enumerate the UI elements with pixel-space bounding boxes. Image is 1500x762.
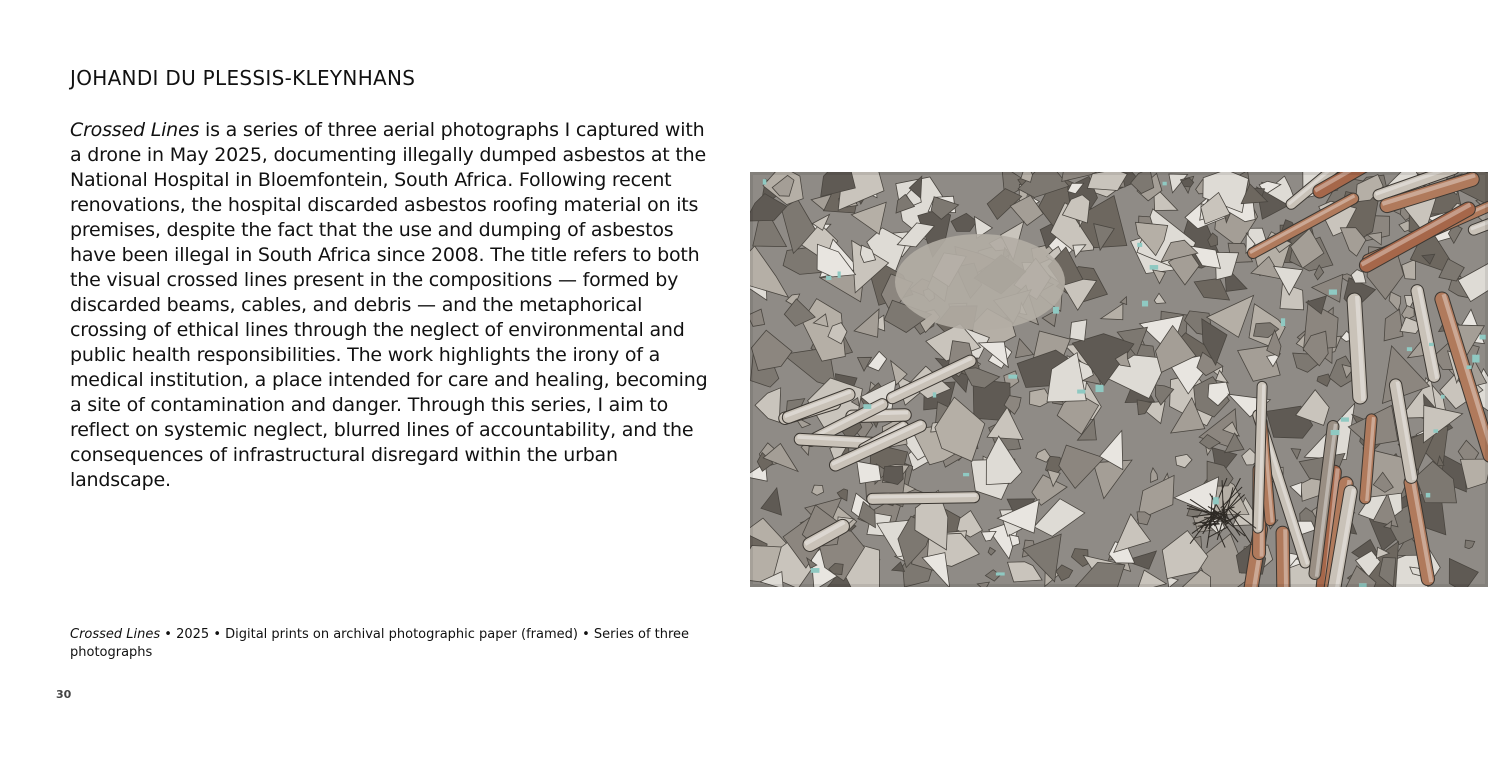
insulation-fragment [838,271,841,277]
insulation-fragment [1053,307,1059,314]
statement-text: is a series of three aerial photographs I captured with a drone in May 2025, documenting illegally dumped asbestos at the National Hospital in Bloemfontein, South Africa. Following recent renovations, the hospital discarded asbestos roofing material on its premises, despite the fact that the use and dumping of asbestos have been illegal in South Africa since 2008. The title refers to both the visual crossed lines present in the compositions — formed by discarded beams, cables, and debris — and the metaphorical crossing of ethical lines through the neglect of environmental and public health responsibilities. The work highlights the irony of a medical institution, a place intended for care and healing, becoming a site of contamination and danger. Through this series, I aim to reflect on systemic neglect, blurred lines of accountability, and the consequences of infrastructural disregard within the urban landscape. [70,119,708,491]
insulation-fragment [1426,493,1430,498]
insulation-fragment [1137,243,1142,247]
page-number: 30 [56,688,72,701]
insulation-fragment [1077,390,1085,394]
artwork-caption [70,626,690,662]
insulation-fragment [811,568,820,573]
insulation-fragment [1008,375,1017,379]
concrete-slab [895,234,1065,330]
insulation-fragment [1480,335,1486,340]
aerial-photograph [750,172,1488,587]
insulation-fragment [863,404,871,409]
insulation-fragment [933,392,936,397]
insulation-fragment [1407,347,1412,351]
artist-name: JOHANDI DU PLESSIS-KLEYNHANS [70,66,416,90]
asbestos-pipe [867,492,980,505]
insulation-fragment [826,276,831,280]
insulation-fragment [1163,182,1167,186]
caption-work-title: Crossed Lines [70,627,161,642]
insulation-fragment [1281,318,1285,326]
insulation-fragment [996,572,1005,575]
insulation-fragment [1331,430,1340,435]
insulation-fragment [1142,301,1148,307]
artist-statement [70,118,710,493]
insulation-fragment [763,179,767,184]
asbestos-pipe [1276,526,1292,587]
statement-work-title: Crossed Lines [70,119,200,141]
insulation-fragment [1429,343,1434,346]
insulation-fragment [1441,395,1445,399]
debris-shard [883,466,904,484]
insulation-fragment [1472,355,1479,363]
insulation-fragment [1329,289,1337,294]
insulation-fragment [1150,265,1158,270]
insulation-fragment [1213,497,1219,504]
caption-details: • 2025 • Digital prints on archival photographic paper (framed) • Series of three photographs [70,627,690,660]
insulation-fragment [1341,417,1349,421]
insulation-fragment [1433,429,1438,432]
asbestos-debris-image [750,172,1488,587]
insulation-fragment [1095,385,1103,392]
debris-shard [1070,320,1087,341]
insulation-fragment [1466,365,1471,369]
insulation-fragment [963,473,969,476]
